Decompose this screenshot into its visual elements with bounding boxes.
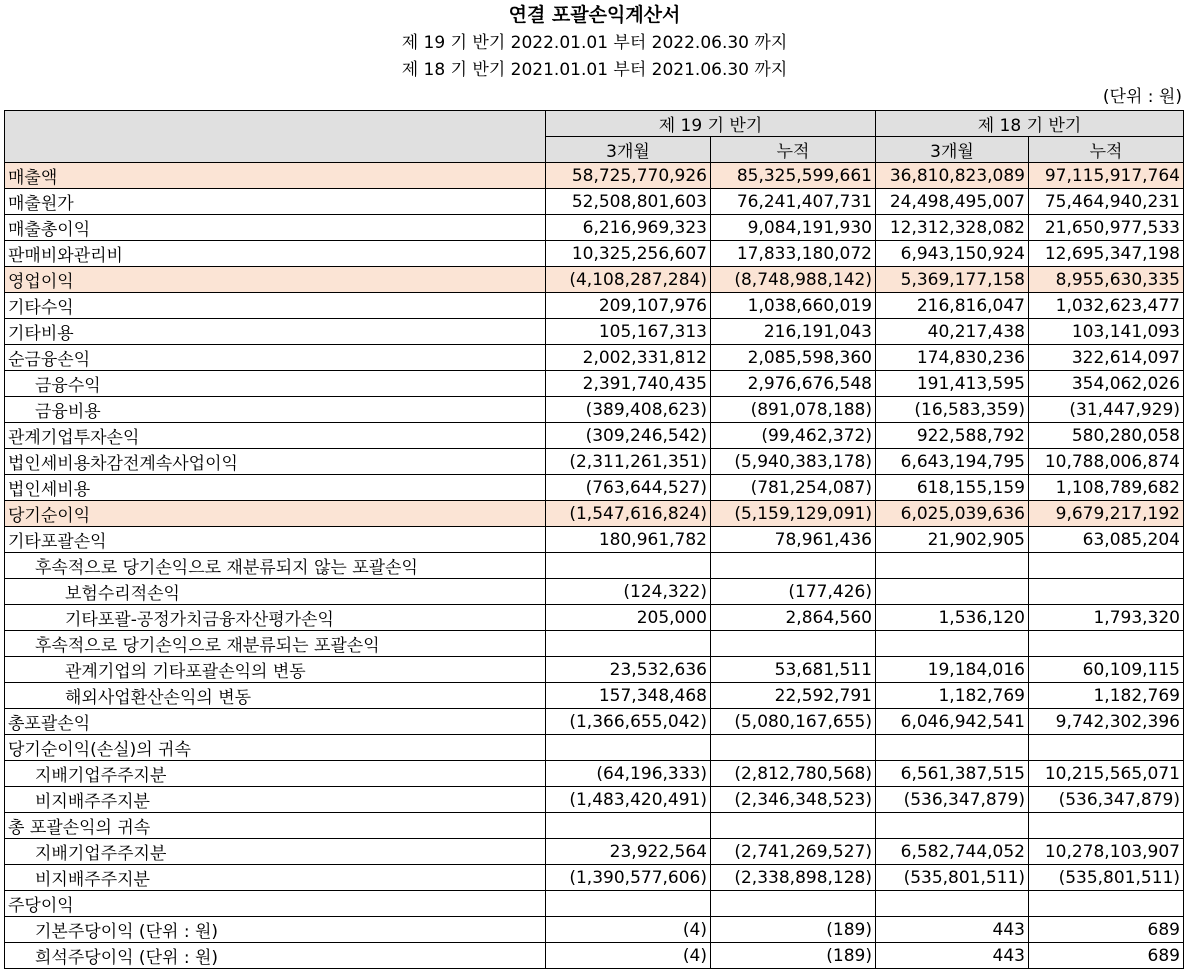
value-current-3m: (4) (546, 943, 711, 969)
value-prior-3m: 174,830,236 (876, 345, 1029, 371)
value-prior-cumulative (1029, 553, 1184, 579)
row-label: 영업이익 (5, 267, 546, 293)
value-prior-3m: 6,046,942,541 (876, 709, 1029, 735)
header-row-groups (5, 111, 1184, 137)
value-current-3m: 157,348,468 (546, 683, 711, 709)
table-row (5, 501, 1184, 527)
value-current-3m: (124,322) (546, 579, 711, 605)
row-label: 관계기업의 기타포괄손익의 변동 (5, 657, 546, 683)
table-row (5, 579, 1184, 605)
row-label: 비지배주주지분 (5, 787, 546, 813)
value-prior-cumulative (1029, 631, 1184, 657)
value-prior-cumulative: 1,793,320 (1029, 605, 1184, 631)
table-header (5, 111, 1184, 163)
statement-header (0, 0, 1189, 84)
row-label: 순금융손익 (5, 345, 546, 371)
value-prior-3m: 6,582,744,052 (876, 839, 1029, 865)
value-current-cumulative: 2,864,560 (711, 605, 876, 631)
row-label: 법인세비용차감전계속사업이익 (5, 449, 546, 475)
value-current-3m: 6,216,969,323 (546, 215, 711, 241)
row-label: 법인세비용 (5, 475, 546, 501)
value-prior-3m: 40,217,438 (876, 319, 1029, 345)
value-current-3m: (763,644,527) (546, 475, 711, 501)
table-row (5, 891, 1184, 917)
value-current-3m: (1,366,655,042) (546, 709, 711, 735)
value-prior-3m (876, 553, 1029, 579)
value-current-cumulative (711, 891, 876, 917)
value-prior-cumulative: 689 (1029, 943, 1184, 969)
row-label: 기타포괄손익 (5, 527, 546, 553)
income-statement-table (4, 110, 1184, 969)
value-prior-3m: 922,588,792 (876, 423, 1029, 449)
row-label: 후속적으로 당기손익으로 재분류되지 않는 포괄손익 (5, 553, 546, 579)
value-prior-3m: (536,347,879) (876, 787, 1029, 813)
value-current-cumulative: (2,346,348,523) (711, 787, 876, 813)
value-current-cumulative: (2,741,269,527) (711, 839, 876, 865)
value-current-3m: (2,311,261,351) (546, 449, 711, 475)
table-row (5, 865, 1184, 891)
table-row (5, 761, 1184, 787)
table-row (5, 449, 1184, 475)
header-sub-prior-3m: 3개월 (876, 137, 1029, 163)
unit-label: (단위 : 원) (1102, 87, 1182, 107)
row-label: 해외사업환산손익의 변동 (5, 683, 546, 709)
value-current-3m: (1,390,577,606) (546, 865, 711, 891)
header-sub-current-3m: 3개월 (546, 137, 711, 163)
value-prior-3m: 443 (876, 917, 1029, 943)
value-current-cumulative: 2,085,598,360 (711, 345, 876, 371)
value-prior-3m: 1,182,769 (876, 683, 1029, 709)
value-current-cumulative: 22,592,791 (711, 683, 876, 709)
value-current-3m: 2,391,740,435 (546, 371, 711, 397)
value-prior-cumulative (1029, 813, 1184, 839)
table-row (5, 241, 1184, 267)
row-label: 후속적으로 당기손익으로 재분류되는 포괄손익 (5, 631, 546, 657)
value-current-cumulative: (5,159,129,091) (711, 501, 876, 527)
table-row (5, 397, 1184, 423)
value-current-3m (546, 735, 711, 761)
row-label: 보험수리적손익 (5, 579, 546, 605)
value-current-cumulative (711, 735, 876, 761)
table-row (5, 345, 1184, 371)
table-row (5, 319, 1184, 345)
row-label: 총포괄손익 (5, 709, 546, 735)
header-group-current: 제 19 기 반기 (546, 111, 876, 137)
row-label: 매출총이익 (5, 215, 546, 241)
value-prior-cumulative: 75,464,940,231 (1029, 189, 1184, 215)
value-current-3m: 2,002,331,812 (546, 345, 711, 371)
row-label: 매출원가 (5, 189, 546, 215)
value-prior-3m (876, 813, 1029, 839)
table-row (5, 813, 1184, 839)
value-current-3m: 180,961,782 (546, 527, 711, 553)
value-prior-cumulative: 1,108,789,682 (1029, 475, 1184, 501)
row-label: 지배기업주주지분 (5, 839, 546, 865)
table-row (5, 293, 1184, 319)
value-current-3m (546, 891, 711, 917)
row-label: 기타수익 (5, 293, 546, 319)
value-current-cumulative: (177,426) (711, 579, 876, 605)
value-prior-cumulative: 103,141,093 (1029, 319, 1184, 345)
value-prior-cumulative: 689 (1029, 917, 1184, 943)
value-current-3m: 10,325,256,607 (546, 241, 711, 267)
header-group-prior: 제 18 기 반기 (876, 111, 1184, 137)
value-current-3m: 58,725,770,926 (546, 163, 711, 189)
table-body (5, 163, 1184, 969)
table-row (5, 709, 1184, 735)
table-row (5, 189, 1184, 215)
value-prior-3m: (16,583,359) (876, 397, 1029, 423)
row-label: 총 포괄손익의 귀속 (5, 813, 546, 839)
value-prior-cumulative: 97,115,917,764 (1029, 163, 1184, 189)
value-prior-cumulative: 60,109,115 (1029, 657, 1184, 683)
value-current-3m: (64,196,333) (546, 761, 711, 787)
value-current-3m: (309,246,542) (546, 423, 711, 449)
value-prior-3m: 1,536,120 (876, 605, 1029, 631)
value-current-3m: (1,483,420,491) (546, 787, 711, 813)
row-label: 판매비와관리비 (5, 241, 546, 267)
value-current-cumulative: (2,338,898,128) (711, 865, 876, 891)
value-prior-cumulative: (31,447,929) (1029, 397, 1184, 423)
table-row (5, 605, 1184, 631)
value-prior-cumulative: 9,742,302,396 (1029, 709, 1184, 735)
value-current-cumulative: (5,080,167,655) (711, 709, 876, 735)
value-prior-cumulative: 9,679,217,192 (1029, 501, 1184, 527)
value-current-3m (546, 553, 711, 579)
value-current-3m: 205,000 (546, 605, 711, 631)
value-current-3m: 209,107,976 (546, 293, 711, 319)
table-row (5, 371, 1184, 397)
value-current-cumulative: 78,961,436 (711, 527, 876, 553)
table-row (5, 267, 1184, 293)
value-prior-3m (876, 735, 1029, 761)
period-prior: 제 18 기 반기 2021.01.01 부터 2021.06.30 까지 (401, 60, 788, 80)
value-current-cumulative: 53,681,511 (711, 657, 876, 683)
table-row (5, 839, 1184, 865)
value-prior-3m (876, 631, 1029, 657)
value-prior-cumulative: 10,215,565,071 (1029, 761, 1184, 787)
row-label: 기타포괄-공정가치금융자산평가손익 (5, 605, 546, 631)
value-prior-3m: 36,810,823,089 (876, 163, 1029, 189)
value-current-cumulative: 1,038,660,019 (711, 293, 876, 319)
table-row (5, 527, 1184, 553)
value-prior-cumulative: 354,062,026 (1029, 371, 1184, 397)
value-prior-3m: 191,413,595 (876, 371, 1029, 397)
value-current-cumulative: (2,812,780,568) (711, 761, 876, 787)
value-prior-3m: 618,155,159 (876, 475, 1029, 501)
value-current-cumulative: 76,241,407,731 (711, 189, 876, 215)
value-prior-3m: 19,184,016 (876, 657, 1029, 683)
value-current-3m: 105,167,313 (546, 319, 711, 345)
table-row (5, 423, 1184, 449)
value-current-cumulative: 85,325,599,661 (711, 163, 876, 189)
value-current-cumulative: (8,748,988,142) (711, 267, 876, 293)
value-prior-3m: 6,943,150,924 (876, 241, 1029, 267)
value-prior-cumulative: 21,650,977,533 (1029, 215, 1184, 241)
value-current-cumulative: 9,084,191,930 (711, 215, 876, 241)
table-row (5, 553, 1184, 579)
table-row (5, 631, 1184, 657)
value-prior-3m: 6,643,194,795 (876, 449, 1029, 475)
table-row (5, 787, 1184, 813)
value-prior-3m: 5,369,177,158 (876, 267, 1029, 293)
value-prior-3m: (535,801,511) (876, 865, 1029, 891)
value-current-3m: 23,532,636 (546, 657, 711, 683)
value-current-cumulative: (189) (711, 943, 876, 969)
value-current-cumulative: 216,191,043 (711, 319, 876, 345)
value-current-cumulative: (891,078,188) (711, 397, 876, 423)
table-row (5, 215, 1184, 241)
table-row (5, 657, 1184, 683)
value-current-3m: 52,508,801,603 (546, 189, 711, 215)
header-label-cell (5, 111, 546, 163)
value-prior-3m: 443 (876, 943, 1029, 969)
value-prior-cumulative: 1,182,769 (1029, 683, 1184, 709)
value-prior-cumulative: 322,614,097 (1029, 345, 1184, 371)
value-prior-cumulative: (535,801,511) (1029, 865, 1184, 891)
header-sub-current-cumulative: 누적 (711, 137, 876, 163)
value-current-cumulative: (189) (711, 917, 876, 943)
row-label: 당기순이익 (5, 501, 546, 527)
header-sub-prior-cumulative: 누적 (1029, 137, 1184, 163)
value-current-cumulative: (5,940,383,178) (711, 449, 876, 475)
row-label: 금융비용 (5, 397, 546, 423)
value-prior-cumulative: 63,085,204 (1029, 527, 1184, 553)
value-prior-3m: 6,025,039,636 (876, 501, 1029, 527)
table-row (5, 683, 1184, 709)
value-prior-cumulative (1029, 579, 1184, 605)
row-label: 비지배주주지분 (5, 865, 546, 891)
value-current-cumulative (711, 631, 876, 657)
table-row (5, 735, 1184, 761)
value-prior-3m (876, 579, 1029, 605)
row-label: 당기순이익(손실)의 귀속 (5, 735, 546, 761)
value-current-3m: (1,547,616,824) (546, 501, 711, 527)
value-current-cumulative: 2,976,676,548 (711, 371, 876, 397)
value-current-3m (546, 631, 711, 657)
row-label: 지배기업주주지분 (5, 761, 546, 787)
value-prior-3m: 24,498,495,007 (876, 189, 1029, 215)
table-row (5, 475, 1184, 501)
value-current-3m: (4) (546, 917, 711, 943)
value-current-3m: (4,108,287,284) (546, 267, 711, 293)
table-row (5, 917, 1184, 943)
value-prior-cumulative: 8,955,630,335 (1029, 267, 1184, 293)
value-prior-cumulative: 580,280,058 (1029, 423, 1184, 449)
value-current-3m (546, 813, 711, 839)
value-current-cumulative: (781,254,087) (711, 475, 876, 501)
row-label: 금융수익 (5, 371, 546, 397)
period-current: 제 19 기 반기 2022.01.01 부터 2022.06.30 까지 (401, 33, 788, 53)
row-label: 기본주당이익 (단위 : 원) (5, 917, 546, 943)
row-label: 관계기업투자손익 (5, 423, 546, 449)
row-label: 매출액 (5, 163, 546, 189)
value-prior-3m: 216,816,047 (876, 293, 1029, 319)
value-current-3m: (389,408,623) (546, 397, 711, 423)
value-current-3m: 23,922,564 (546, 839, 711, 865)
table-row (5, 943, 1184, 969)
table-row (5, 163, 1184, 189)
value-prior-cumulative: (536,347,879) (1029, 787, 1184, 813)
value-current-cumulative: 17,833,180,072 (711, 241, 876, 267)
value-prior-cumulative: 10,278,103,907 (1029, 839, 1184, 865)
value-prior-cumulative (1029, 735, 1184, 761)
value-prior-3m (876, 891, 1029, 917)
row-label: 주당이익 (5, 891, 546, 917)
value-prior-cumulative: 10,788,006,874 (1029, 449, 1184, 475)
value-prior-cumulative (1029, 891, 1184, 917)
statement-title: 연결 포괄손익계산서 (508, 4, 681, 26)
value-current-cumulative (711, 553, 876, 579)
value-prior-cumulative: 12,695,347,198 (1029, 241, 1184, 267)
value-current-cumulative (711, 813, 876, 839)
row-label: 기타비용 (5, 319, 546, 345)
value-prior-cumulative: 1,032,623,477 (1029, 293, 1184, 319)
row-label: 희석주당이익 (단위 : 원) (5, 943, 546, 969)
value-prior-3m: 12,312,328,082 (876, 215, 1029, 241)
value-current-cumulative: (99,462,372) (711, 423, 876, 449)
value-prior-3m: 21,902,905 (876, 527, 1029, 553)
value-prior-3m: 6,561,387,515 (876, 761, 1029, 787)
